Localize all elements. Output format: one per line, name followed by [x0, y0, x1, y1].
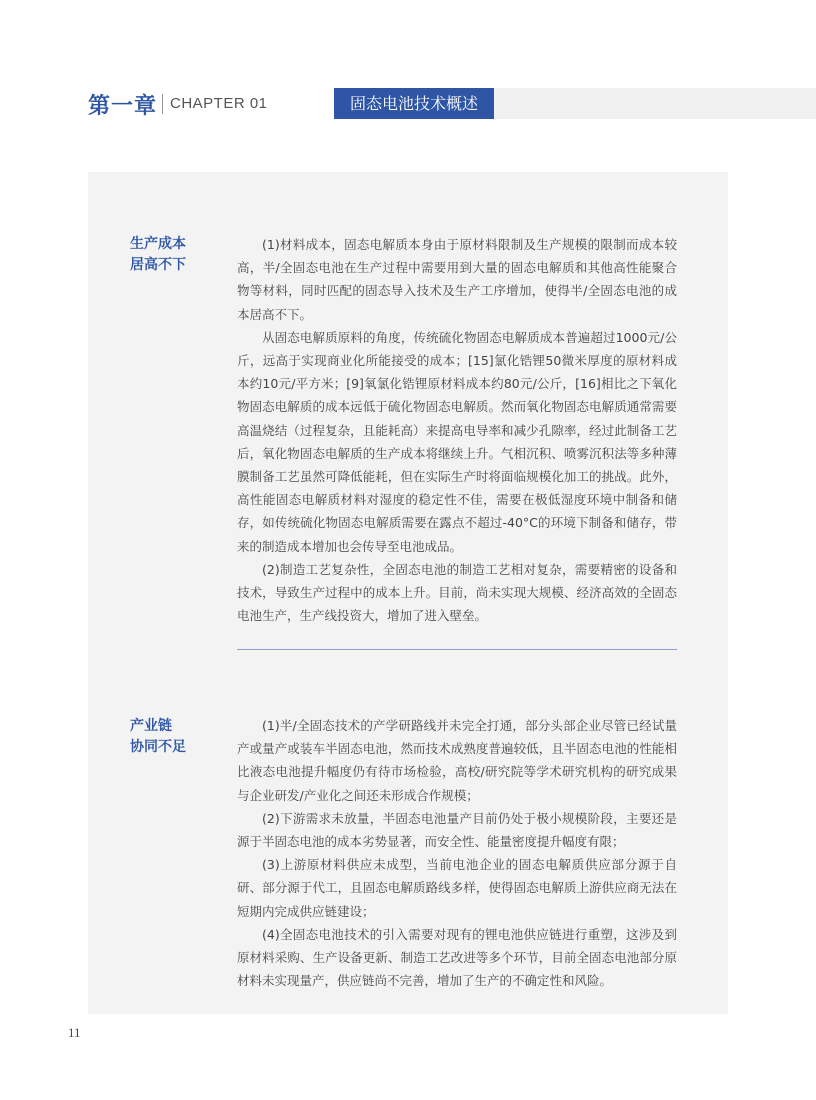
section-divider	[237, 649, 677, 650]
section-label-cost	[130, 234, 186, 276]
section-label-line: 产业链	[130, 718, 172, 734]
chapter-title: 固态电池技术概述	[334, 88, 494, 119]
page-number: 11	[68, 1025, 81, 1040]
chapter-english: CHAPTER 01	[170, 95, 268, 112]
paragraph: (2)下游需求未放量，半固态电池量产目前仍处于极小规模阶段，主要还是源于半固态电池的成本劣势显著，而安全性、能量密度提升幅度有限；	[237, 810, 677, 850]
paragraph: (1)半/全固态技术的产学研路线并未完全打通，部分头部企业尽管已经试量产或量产或装车半固态电池，然而技术成熟度普遍较低，且半固态电池的性能相比液态电池提升幅度仍有待市场检验，高校/研究院等学术研究机构的研究成果与企业研发/产业化之间还未形成合作规模；	[237, 718, 677, 803]
chapter-number: 第一章	[88, 94, 158, 119]
chapter-divider	[162, 94, 163, 114]
section-label-supply-chain	[130, 716, 186, 758]
header-band	[494, 88, 816, 119]
section-body-cost	[237, 233, 677, 627]
section-label-line: 协同不足	[130, 739, 186, 755]
section-label-line: 生产成本	[130, 236, 186, 252]
paragraph: (1)材料成本，固态电解质本身由于原材料限制及生产规模的限制而成本较高，半/全固态电池在生产过程中需要用到大量的固态电解质和其他高性能聚合物等材料，同时匹配的固态导入技术及生产工序增加，使得半/全固态电池的成本居高不下。	[237, 237, 677, 322]
section-label-line: 居高不下	[130, 257, 186, 273]
paragraph: 从固态电解质原料的角度，传统硫化物固态电解质成本普遍超过1000元/公斤，远高于实现商业化所能接受的成本；[15]氯化锆锂50微米厚度的原材料成本约10元/平方米；[9]氧氯化锆锂原材料成本约80元/公斤，[16]相比之下氧化物固态电解质的成本远低于硫化物固态电解质。然而氧化物固态电解质通常需要高温烧结（过程复杂，且能耗高）来提高电导率和减少孔隙率，经过此制备工艺后，氧化物固态电解质的生产成本将继续上升。气相沉积、喷雾沉积法等多种薄膜制备工艺虽然可降低能耗，但在实际生产时将面临规模化加工的挑战。此外，高性能固态电解质材料对湿度的稳定性不佳，需要在极低湿度环境中制备和储存，如传统硫化物固态电解质需要在露点不超过-40°C的环境下制备和储存，带来的制造成本增加也会传导至电池成品。	[237, 329, 677, 554]
paragraph: (4)全固态电池技术的引入需要对现有的锂电池供应链进行重塑，这涉及到原材料采购、生产设备更新、制造工艺改进等多个环节，目前全固态电池部分原材料未实现量产，供应链尚不完善，增加了生产的不确定性和风险。	[237, 926, 677, 989]
paragraph: (2)制造工艺复杂性，全固态电池的制造工艺相对复杂，需要精密的设备和技术，导致生产过程中的成本上升。目前，尚未实现大规模、经济高效的全固态电池生产，生产线投资大，增加了进入壁垒。	[237, 561, 677, 624]
paragraph: (3)上游原材料供应未成型，当前电池企业的固态电解质供应部分源于自研、部分源于代工，且固态电解质路线多样，使得固态电解质上游供应商无法在短期内完成供应链建设；	[237, 857, 677, 919]
section-body-supply-chain	[237, 714, 677, 992]
